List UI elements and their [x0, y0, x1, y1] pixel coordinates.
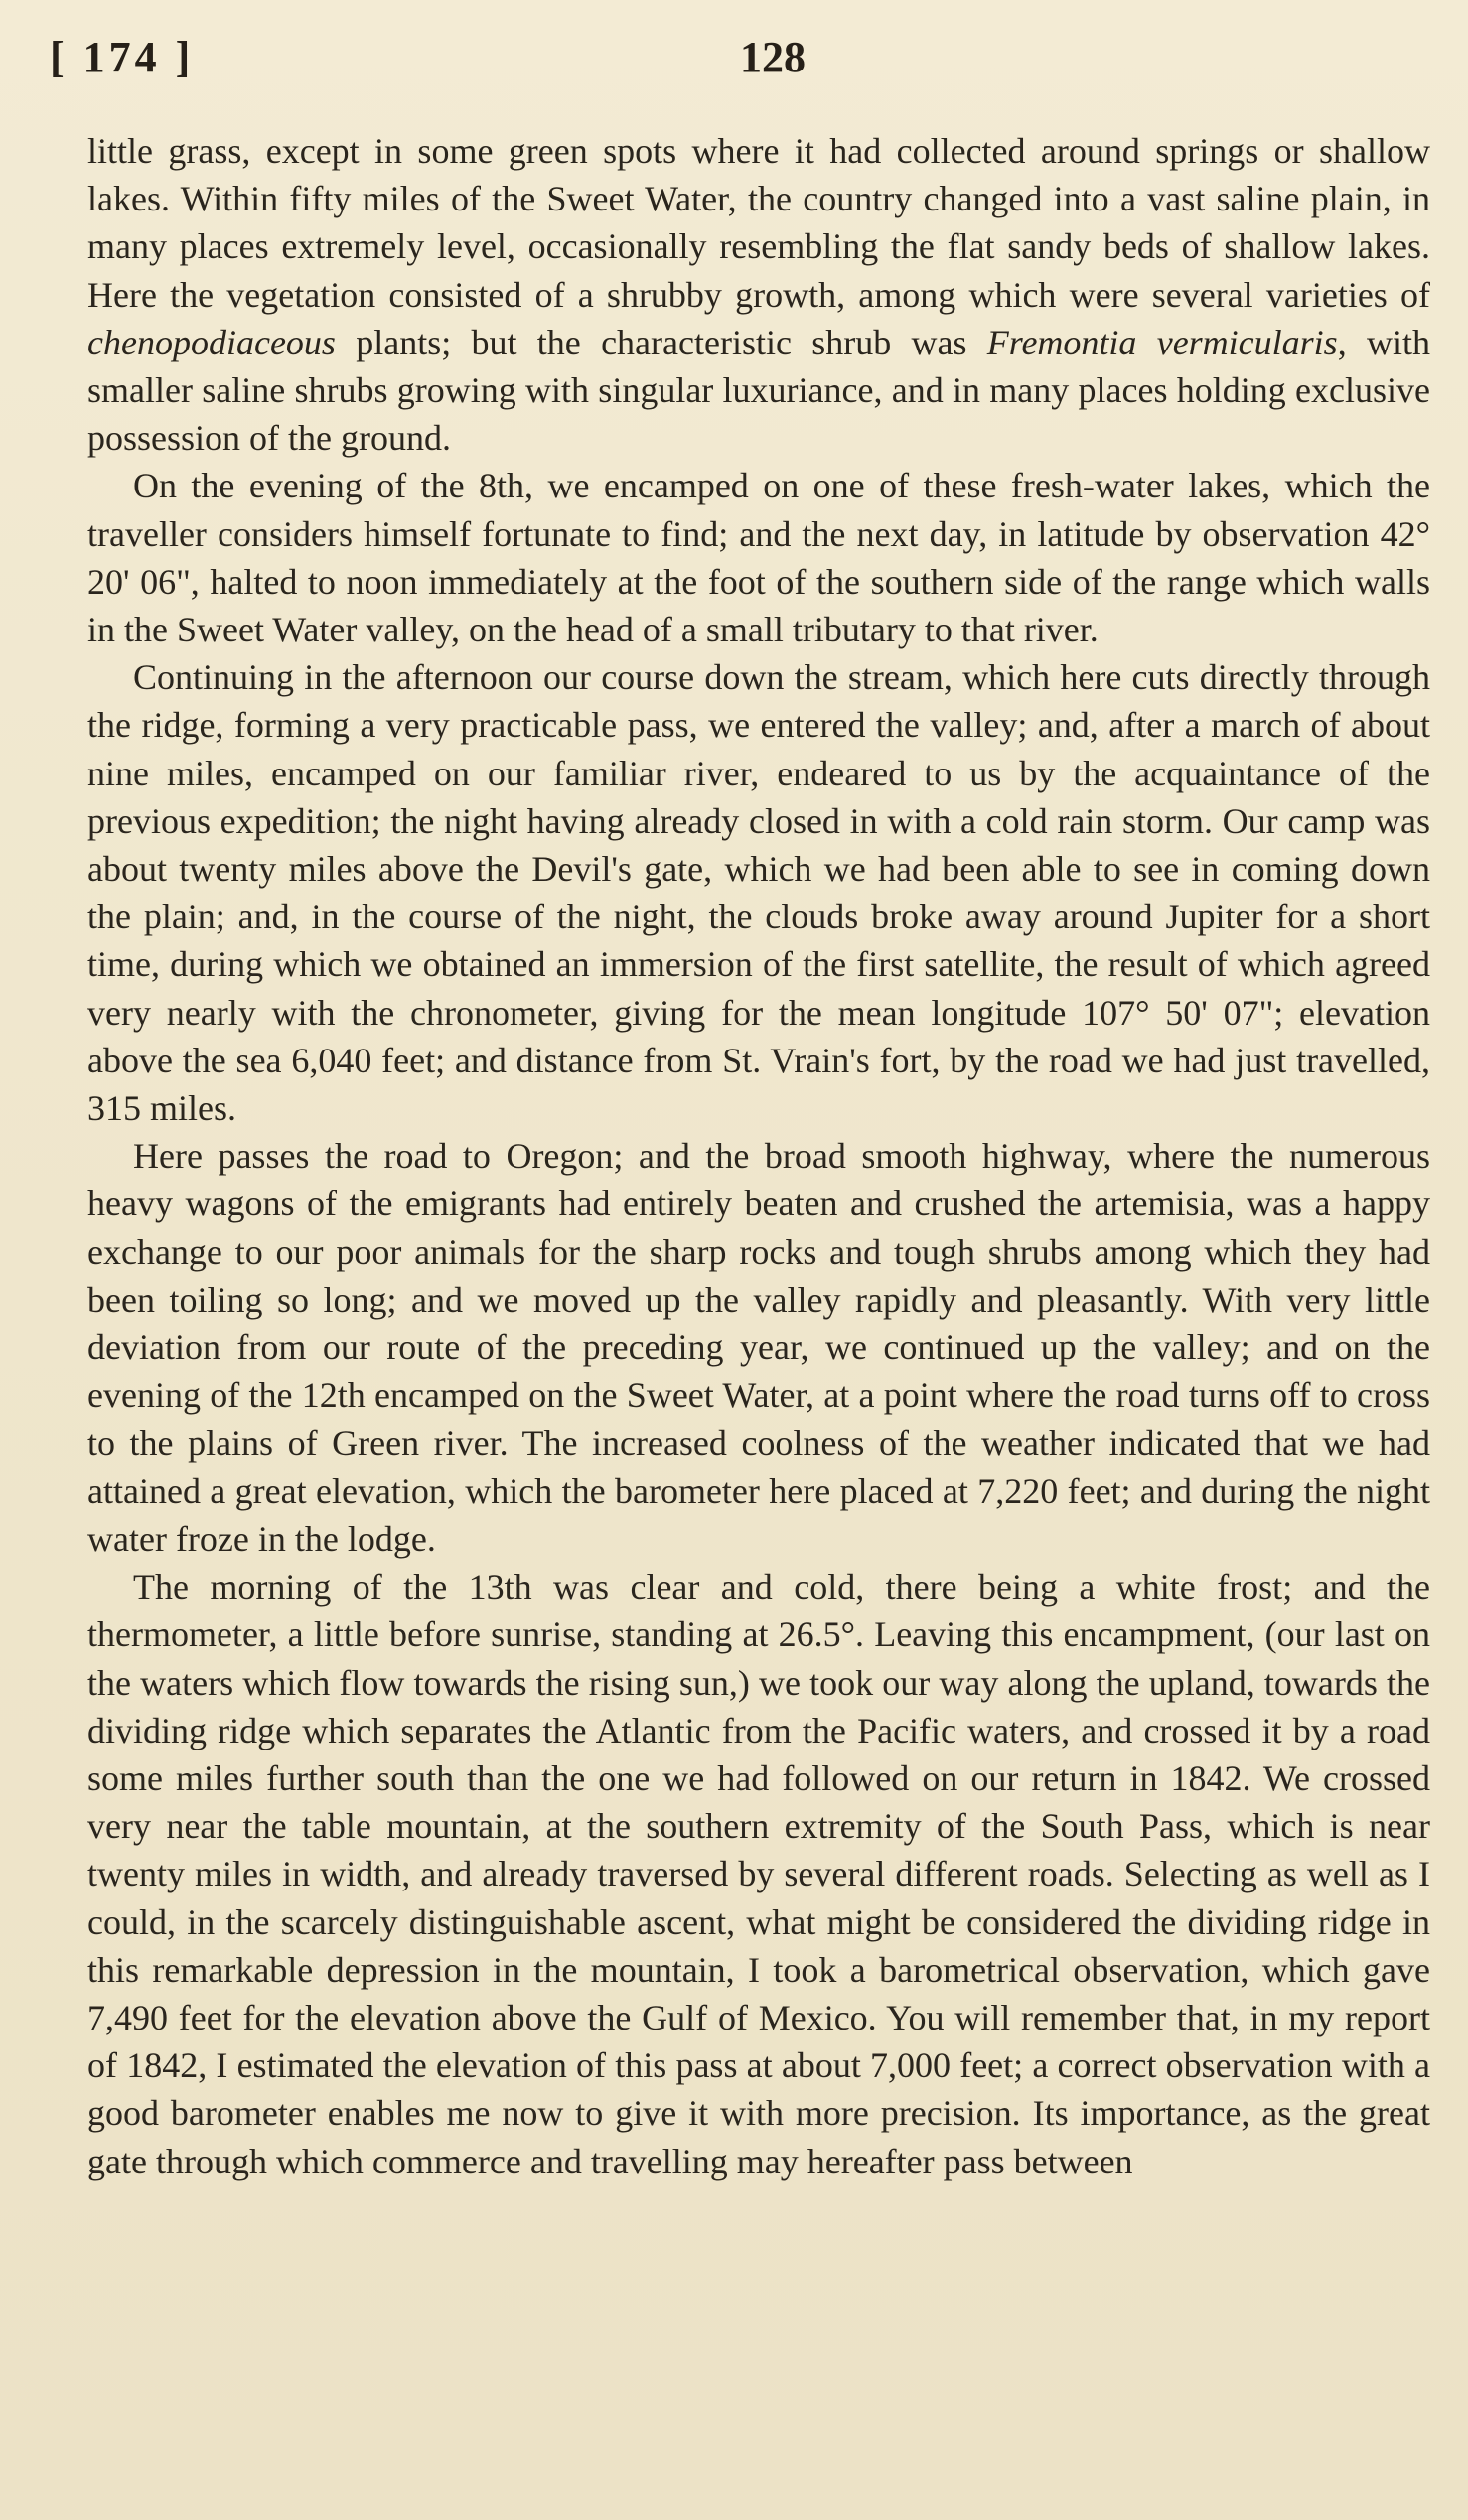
text-run: , with smaller saline shrubs growing with singular luxuriance, and in many places holding exclusive possession of the ground.: [87, 322, 1430, 459]
body-text: [87, 127, 1430, 2185]
paragraph: [87, 653, 1430, 1132]
page-header: [50, 28, 1418, 87]
original-page-number: [ 174 ]: [50, 33, 195, 81]
italic-text: Fremontia vermicularis: [986, 322, 1338, 362]
text-run: The morning of the 13th was clear and cold, there being a white frost; and the thermometer, a little before sunrise, standing at 26.5°. Leaving this encampment, (our last on the waters which flow towards the rising sun,) we took our way along the upland, towards the dividing ridge which separates the Atlantic from the Pacific waters, and crossed it by a road some miles further south than the one we had followed on our return in 1842. We crossed very near the table mountain, at the southern extremity of the South Pass, which is near twenty miles in width, and already traversed by several different roads. Selecting as well as I could, in the scarcely distinguishable ascent, what might be considered the dividing ridge in this remarkable depression in the mountain, I took a barometrical observation, which gave 7,490 feet for the elevation above the Gulf of Mexico. You will remember that, in my report of 1842, I estimated the elevation of this pass at about 7,000 feet; a correct observation with a good barometer enables me now to give it with more precision. Its importance, as the great gate through which commerce and travelling may hereafter pass between: [87, 1567, 1430, 2181]
paragraph: [87, 127, 1430, 462]
text-run: plants; but the characteristic shrub was: [335, 322, 987, 362]
text-run: Continuing in the afternoon our course down the stream, which here cuts directly through the ridge, forming a very practicable pass, we entered the valley; and, after a march of about nine miles, encamped on our familiar river, endeared to us by the acquaintance of the previous expedition; the night having already closed in with a cold rain storm. Our camp was about twenty miles above the Devil's gate, which we had been able to see in coming down the plain; and, in the course of the night, the clouds broke away around Jupiter for a short time, during which we obtained an immersion of the first satellite, the result of which agreed very nearly with the chronometer, giving for the mean longitude 107° 50' 07"; elevation above the sea 6,040 feet; and distance from St. Vrain's fort, by the road we had just travelled, 315 miles.: [87, 657, 1430, 1129]
page-number: 128: [740, 33, 806, 81]
text-run: On the evening of the 8th, we encamped on one of these fresh-water lakes, which the traveller considers himself fortunate to find; and the next day, in latitude by observation 42° 20' 06", halted to noon immediately at the foot of the southern side of the range which walls in the Sweet Water valley, on the head of a small tributary to that river.: [87, 466, 1430, 650]
paragraph: [87, 1132, 1430, 1563]
text-run: Here passes the road to Oregon; and the broad smooth highway, where the numerous heavy wagons of the emigrants had entirely beaten and crushed the artemisia, was a happy exchange to our poor animals for the sharp rocks and tough shrubs among which they had been toiling so long; and we moved up the valley rapidly and pleasantly. With very little deviation from our route of the preceding year, we continued up the valley; and on the evening of the 12th encamped on the Sweet Water, at a point where the road turns off to cross to the plains of Green river. The increased coolness of the weather indicated that we had attained a great elevation, which the barometer here placed at 7,220 feet; and during the night water froze in the lodge.: [87, 1136, 1430, 1559]
paragraph: [87, 1563, 1430, 2185]
text-run: little grass, except in some green spots where it had collected around springs or shallow lakes. Within fifty miles of the Sweet Water, the country changed into a vast saline plain, in many places extremely level, occasionally resembling the flat sandy beds of shallow lakes. Here the vegetation consisted of a shrubby growth, among which were several varieties of: [87, 131, 1430, 315]
italic-text: chenopodiaceous: [87, 322, 336, 362]
paragraph: [87, 462, 1430, 653]
